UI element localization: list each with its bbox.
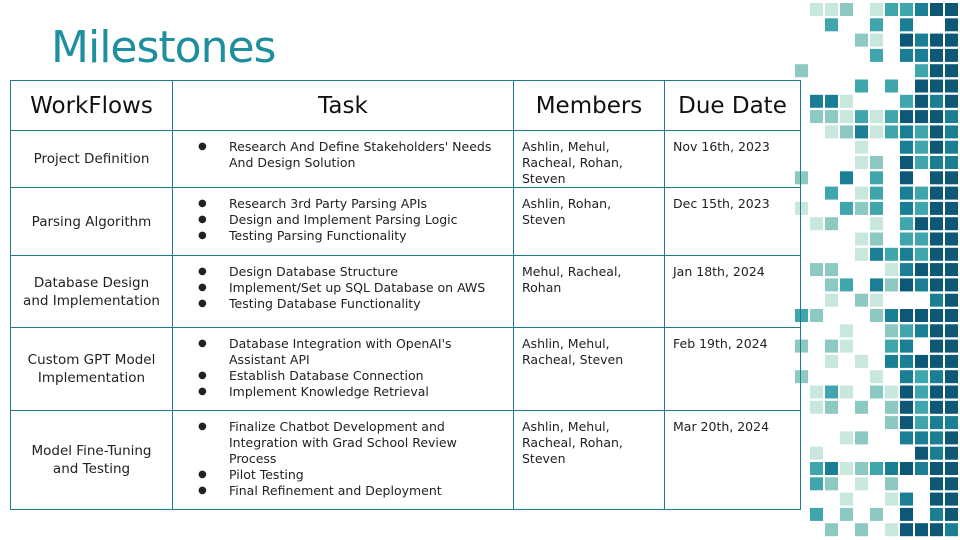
mosaic-square [930,110,943,123]
workflow-cell: Project Definition [11,131,173,188]
mosaic-square [900,386,913,399]
mosaic-square [900,187,913,200]
mosaic-square [915,125,928,138]
mosaic-square [855,248,868,261]
mosaic-square [900,217,913,230]
mosaic-square [915,141,928,154]
mosaic-square [930,508,943,521]
workflow-cell: Database Design and Implementation [11,256,173,328]
mosaic-square [855,401,868,414]
mosaic-square [840,202,853,215]
mosaic-square [930,248,943,261]
workflow-cell: Model Fine-Tuning and Testing [11,411,173,510]
mosaic-square [870,187,883,200]
mosaic-square [945,493,958,506]
due-date-cell: Mar 20th, 2024 [665,411,801,510]
mosaic-square [945,324,958,337]
task-item: ● Design Database Structure [229,264,513,280]
mosaic-square [945,355,958,368]
mosaic-square [930,294,943,307]
mosaic-square [930,401,943,414]
mosaic-square [870,34,883,47]
task-cell [173,328,514,411]
mosaic-square [885,355,898,368]
mosaic-square [870,233,883,246]
mosaic-square [900,95,913,108]
mosaic-square [930,125,943,138]
mosaic-square [945,233,958,246]
mosaic-square [930,34,943,47]
mosaic-square [930,202,943,215]
mosaic-square [945,95,958,108]
mosaic-square [945,447,958,460]
mosaic-square [930,340,943,353]
mosaic-square [930,263,943,276]
mosaic-square [825,462,838,475]
mosaic-square [840,125,853,138]
mosaic-square [915,202,928,215]
mosaic-square [825,125,838,138]
column-header-due-date: Due Date [665,81,801,131]
task-item: ● Database Integration with OpenAI's Assistant API [229,336,513,368]
column-header-task: Task [173,81,514,131]
mosaic-square [900,248,913,261]
slide-title: Milestones [51,22,276,73]
mosaic-square [930,278,943,291]
mosaic-square [945,49,958,62]
task-item: ● Research 3rd Party Parsing APIs [229,196,513,212]
mosaic-square [855,125,868,138]
mosaic-square [945,18,958,31]
mosaic-square [900,416,913,429]
mosaic-square [900,156,913,169]
mosaic-square [930,477,943,490]
mosaic-square [930,187,943,200]
mosaic-square [915,370,928,383]
mosaic-square [930,49,943,62]
mosaic-square [810,217,823,230]
mosaic-square [915,324,928,337]
task-cell [173,256,514,328]
mosaic-square [855,477,868,490]
mosaic-square [825,340,838,353]
mosaic-square [900,18,913,31]
mosaic-square [930,217,943,230]
mosaic-square [930,64,943,77]
mosaic-square [885,401,898,414]
mosaic-square [825,278,838,291]
mosaic-square [900,324,913,337]
mosaic-square [870,156,883,169]
mosaic-square [900,462,913,475]
mosaic-square [870,508,883,521]
mosaic-square [885,493,898,506]
mosaic-square [930,141,943,154]
mosaic-square [885,248,898,261]
members-cell: Ashlin, Rohan, Steven [514,188,665,256]
task-list [173,196,513,244]
mosaic-square [945,416,958,429]
table-header-row [11,81,801,131]
mosaic-square [840,110,853,123]
mosaic-square [840,95,853,108]
due-date-cell: Feb 19th, 2024 [665,328,801,411]
task-list [173,419,513,499]
mosaic-square [945,278,958,291]
mosaic-square [885,324,898,337]
mosaic-square [810,462,823,475]
column-header-workflows: WorkFlows [11,81,173,131]
mosaic-square [855,156,868,169]
table-row [11,131,801,188]
task-item: ● Testing Parsing Functionality [229,228,513,244]
mosaic-square [945,248,958,261]
mosaic-square [930,324,943,337]
mosaic-square [885,523,898,536]
mosaic-square [855,202,868,215]
mosaic-square [915,462,928,475]
mosaic-square [915,278,928,291]
mosaic-square [810,401,823,414]
mosaic-square [885,80,898,93]
mosaic-square [900,340,913,353]
mosaic-square [885,477,898,490]
mosaic-square [825,294,838,307]
mosaic-square [945,202,958,215]
mosaic-square [885,309,898,322]
mosaic-square [945,462,958,475]
mosaic-square [870,278,883,291]
mosaic-square [945,401,958,414]
mosaic-square [870,49,883,62]
mosaic-square [870,462,883,475]
mosaic-square [945,171,958,184]
mosaic-square [915,95,928,108]
task-cell [173,131,514,188]
mosaic-square [810,477,823,490]
mosaic-square [840,462,853,475]
mosaic-square [900,202,913,215]
mosaic-square [840,171,853,184]
task-cell [173,411,514,510]
task-list [173,139,513,171]
mosaic-square [915,3,928,16]
mosaic-square [930,3,943,16]
mosaic-square [915,248,928,261]
mosaic-square [930,233,943,246]
mosaic-square [915,80,928,93]
mosaic-square [930,95,943,108]
task-item: ● Testing Database Functionality [229,296,513,312]
workflow-cell: Custom GPT Model Implementation [11,328,173,411]
mosaic-square [855,34,868,47]
mosaic-square [870,3,883,16]
mosaic-square [945,156,958,169]
mosaic-square [870,110,883,123]
mosaic-square [900,34,913,47]
mosaic-square [885,263,898,276]
mosaic-square [915,386,928,399]
mosaic-square [945,64,958,77]
mosaic-square [915,431,928,444]
mosaic-square [945,34,958,47]
mosaic-square [840,340,853,353]
mosaic-square [885,386,898,399]
mosaic-square [900,309,913,322]
mosaic-square [840,3,853,16]
mosaic-square [930,171,943,184]
mosaic-square [900,493,913,506]
mosaic-square [810,263,823,276]
mosaic-square [870,202,883,215]
mosaic-square [945,477,958,490]
mosaic-square [915,156,928,169]
mosaic-square [930,462,943,475]
mosaic-square [855,462,868,475]
mosaic-square [900,508,913,521]
task-item: ● Implement Knowledge Retrieval [229,384,513,400]
mosaic-square [870,309,883,322]
mosaic-square [930,386,943,399]
mosaic-square [945,294,958,307]
mosaic-square [855,141,868,154]
mosaic-square [840,278,853,291]
mosaic-square [855,431,868,444]
mosaic-square [930,309,943,322]
mosaic-square [915,49,928,62]
mosaic-square [900,431,913,444]
due-date-cell: Jan 18th, 2024 [665,256,801,328]
task-item: ● Final Refinement and Deployment [229,483,513,499]
mosaic-square [825,401,838,414]
mosaic-square [915,447,928,460]
mosaic-square [945,217,958,230]
mosaic-square [900,278,913,291]
mosaic-square [945,370,958,383]
mosaic-square [915,233,928,246]
mosaic-square [945,340,958,353]
table-row [11,328,801,411]
mosaic-square [945,431,958,444]
mosaic-square [810,309,823,322]
mosaic-square [825,386,838,399]
mosaic-square [900,355,913,368]
mosaic-square [930,447,943,460]
mosaic-square [915,263,928,276]
mosaic-square [840,508,853,521]
mosaic-square [885,110,898,123]
mosaic-square [810,110,823,123]
mosaic-square [930,355,943,368]
mosaic-square [870,171,883,184]
mosaic-square [945,523,958,536]
mosaic-square [795,64,808,77]
mosaic-square [870,248,883,261]
task-list [173,336,513,400]
mosaic-square [915,110,928,123]
mosaic-square [915,217,928,230]
mosaic-square [900,233,913,246]
mosaic-square [915,416,928,429]
mosaic-square [915,401,928,414]
mosaic-square [945,386,958,399]
mosaic-square [945,187,958,200]
task-item: ● Pilot Testing [229,467,513,483]
mosaic-square [855,187,868,200]
workflow-cell: Parsing Algorithm [11,188,173,256]
mosaic-square [930,80,943,93]
mosaic-square [945,125,958,138]
mosaic-square [870,294,883,307]
mosaic-square [810,3,823,16]
mosaic-square [870,386,883,399]
due-date-cell: Nov 16th, 2023 [665,131,801,188]
mosaic-square [945,508,958,521]
mosaic-square [900,141,913,154]
mosaic-square [855,523,868,536]
task-list [173,264,513,312]
mosaic-square [900,401,913,414]
mosaic-square [945,110,958,123]
mosaic-square [915,64,928,77]
mosaic-square [915,355,928,368]
column-header-members: Members [514,81,665,131]
mosaic-square [840,386,853,399]
mosaic-square [825,355,838,368]
mosaic-square [825,187,838,200]
mosaic-square [855,233,868,246]
members-cell: Ashlin, Mehul, Racheal, Steven [514,328,665,411]
mosaic-square [900,171,913,184]
mosaic-square [870,217,883,230]
mosaic-square [930,493,943,506]
mosaic-square [930,431,943,444]
mosaic-square [900,370,913,383]
mosaic-square [810,386,823,399]
members-cell: Mehul, Racheal, Rohan [514,256,665,328]
mosaic-square [930,523,943,536]
mosaic-square [945,80,958,93]
mosaic-square [810,508,823,521]
task-item: ● Implement/Set up SQL Database on AWS [229,280,513,296]
mosaic-square [885,340,898,353]
members-cell: Ashlin, Mehul, Racheal, Rohan, Steven [514,131,665,188]
mosaic-square [825,18,838,31]
table-row [11,411,801,510]
mosaic-square [900,263,913,276]
mosaic-square [945,141,958,154]
mosaic-square [840,493,853,506]
mosaic-square [855,110,868,123]
task-cell [173,188,514,256]
mosaic-square [915,187,928,200]
table-row [11,188,801,256]
milestones-table [10,80,801,510]
mosaic-square [825,110,838,123]
mosaic-square [915,309,928,322]
mosaic-square [930,156,943,169]
mosaic-square [885,278,898,291]
mosaic-square [915,523,928,536]
mosaic-square [915,34,928,47]
mosaic-square [870,370,883,383]
mosaic-square [810,95,823,108]
table-row [11,256,801,328]
mosaic-square [870,18,883,31]
mosaic-square [945,3,958,16]
due-date-cell: Dec 15th, 2023 [665,188,801,256]
mosaic-square [930,416,943,429]
mosaic-square [855,80,868,93]
mosaic-square [825,523,838,536]
members-cell: Ashlin, Mehul, Racheal, Rohan, Steven [514,411,665,510]
mosaic-square [885,462,898,475]
task-item: ● Research And Define Stakeholders' Needs And Design Solution [229,139,513,171]
mosaic-square [825,3,838,16]
mosaic-square [810,447,823,460]
mosaic-square [825,263,838,276]
mosaic-square [885,416,898,429]
mosaic-square [930,370,943,383]
mosaic-square [825,95,838,108]
task-item: ● Finalize Chatbot Development and Integration with Grad School Review Process [229,419,513,467]
mosaic-square [900,3,913,16]
mosaic-square [900,125,913,138]
mosaic-square [945,309,958,322]
task-item: ● Design and Implement Parsing Logic [229,212,513,228]
mosaic-square [945,263,958,276]
mosaic-square [840,431,853,444]
mosaic-square [855,294,868,307]
mosaic-square [825,217,838,230]
task-item: ● Establish Database Connection [229,368,513,384]
mosaic-square [870,125,883,138]
mosaic-square [900,49,913,62]
mosaic-square [885,3,898,16]
mosaic-square [825,477,838,490]
mosaic-square [900,523,913,536]
mosaic-square [855,355,868,368]
mosaic-square [840,324,853,337]
mosaic-square [885,125,898,138]
mosaic-square [900,110,913,123]
